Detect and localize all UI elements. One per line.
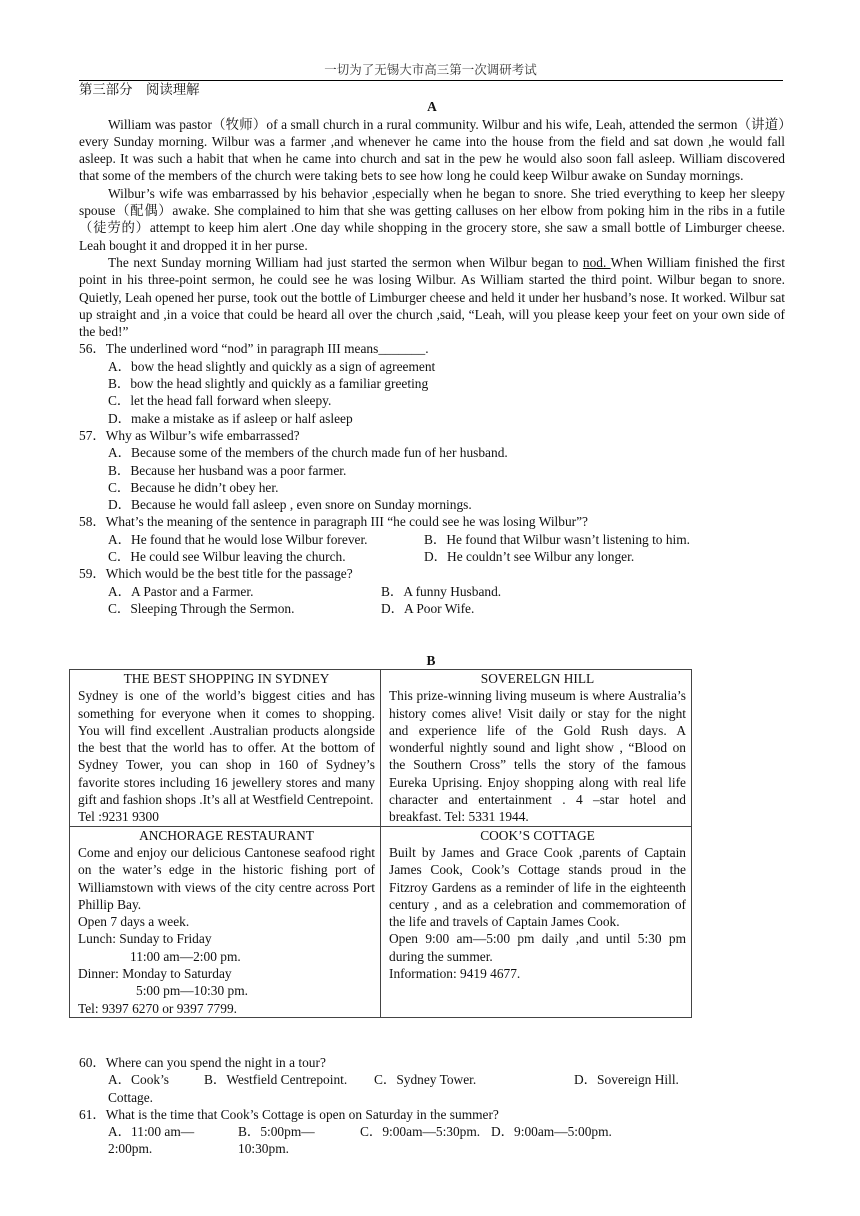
- q59-option-a: A．A Pastor and a Farmer.: [108, 583, 254, 599]
- ads-table: [69, 669, 692, 1018]
- underlined-word-nod: nod.: [582, 254, 611, 270]
- ad-anchorage-restaurant: [70, 826, 381, 1017]
- ad-body: Built by James and Grace Cook ,parents of Captain James Cook, Cook’s Cottage stands proud in the Fitzroy Gardens as a reminder of life in the eighteenth century , and as a celebration and commemoration of the life and travels of Captain James Cook.: [389, 844, 686, 930]
- q56-option-b: B．bow the head slightly and quickly as a familiar greeting: [108, 376, 429, 392]
- q57-option-b: B．Because her husband was a poor farmer.: [108, 462, 347, 478]
- ad-shopping-sydney: [70, 670, 381, 827]
- page-header: 一切为了无锡大市高三第一次调研考试: [324, 63, 537, 77]
- q61-option-a: A．11:00 am—2:00pm.: [108, 1124, 195, 1157]
- q60-option-d: D．Sovereign Hill.: [574, 1072, 679, 1088]
- q61-option-b: B．5:00pm—10:30pm.: [238, 1124, 315, 1157]
- q59-options-row-1: [108, 583, 785, 600]
- part-a: [79, 81, 785, 617]
- para3-text-start: The next Sunday morning William had just started the sermon when Wilbur began to: [108, 254, 583, 270]
- ad-open: Open 7 days a week.: [78, 914, 190, 930]
- question-59: 59．Which would be the best title for the passage?: [79, 566, 353, 582]
- ad-tel: Tel: 9397 6270 or 9397 7799.: [78, 1000, 237, 1016]
- q58-option-a: A．He found that he would lose Wilbur forever.: [108, 531, 368, 547]
- q57-option-c: C．Because he didn’t obey her.: [108, 479, 279, 495]
- passage-a-paragraph-2: Wilbur’s wife was embarrassed by his behavior ,especially when he began to snore. She tried everything to keep her sleepy spouse（配偶）awake. She complained to him that she was getting calluses on her elbow from poking him in the ribs in a futile（徒劳的）attempt to keep him alert .One day while shopping in the grocery store, she saw a small bottle of Limburger cheese. Leah bought it and dropped it in her purse.: [79, 185, 785, 253]
- passage-a-paragraph-1: William was pastor（牧师）of a small church in a rural community. Wilbur and his wife, Leah, attended the sermon（讲道）every Sunday morning. Wilbur was a farmer ,and whenever he came into the house from the field and sat down ,he would fall asleep. It was such a habit that when he came into church and sat in the pew he would also soon fall asleep. William discovered that some of the members of the church were taking bets to see how long he could keep Wilbur awake on Sunday mornings.: [79, 116, 785, 184]
- q57-option-a: A．Because some of the members of the church made fun of her husband.: [108, 445, 508, 461]
- question-61: 61．What is the time that Cook’s Cottage is open on Saturday in the summer?: [79, 1106, 499, 1122]
- q61-option-d: D．9:00am—5:00pm.: [491, 1124, 612, 1140]
- question-60: 60．Where can you spend the night in a tour?: [79, 1055, 326, 1070]
- ad-sovereign-hill: [381, 670, 692, 827]
- section-title: 第三部分 阅读理解: [79, 82, 200, 97]
- part-b-questions: [79, 1054, 785, 1158]
- ad-title: ANCHORAGE RESTAURANT: [139, 827, 314, 843]
- q59-option-b: B．A funny Husband.: [381, 583, 502, 599]
- ad-cooks-cottage: [381, 826, 692, 1017]
- ad-body: This prize-winning living museum is where Australia’s history comes alive! Visit daily or stay for the night and experience life of the Gold Rush days. A wonderful nightly sound and light show , “Blood on the Southern Cross” tells the story of the famous Eureka Uprising. Enjoy shopping along with real life character and entertainment . 4 –star hotel and breakfast. Tel: 5331 1944.: [389, 688, 686, 825]
- ad-dinner-label: Dinner: Monday to Saturday: [78, 966, 232, 982]
- q61-options-row: [108, 1123, 785, 1158]
- ad-title: COOK’S COTTAGE: [480, 827, 595, 843]
- ads-row-2: [70, 826, 692, 1017]
- ad-tel: Tel :9231 9300: [78, 809, 159, 825]
- question-56: 56．The underlined word “nod” in paragraph III means_______.: [79, 341, 429, 357]
- passage-b-label: B: [426, 653, 436, 668]
- question-58: 58．What’s the meaning of the sentence in paragraph III “he could see he was losing Wilbur”?: [79, 514, 588, 530]
- q56-option-c: C．let the head fall forward when sleepy.: [108, 393, 332, 409]
- ad-title: THE BEST SHOPPING IN SYDNEY: [123, 671, 330, 686]
- q60-option-c: C．Sydney Tower.: [374, 1072, 477, 1088]
- ad-open: Open 9:00 am—5:00 pm daily ,and until 5:30 pm during the summer.: [389, 931, 686, 964]
- q56-option-d: D．make a mistake as if asleep or half asleep: [108, 410, 353, 426]
- q59-option-c: C．Sleeping Through the Sermon.: [108, 600, 295, 616]
- q59-option-d: D．A Poor Wife.: [381, 600, 475, 616]
- ad-info: Information: 9419 4677.: [389, 966, 521, 982]
- passage-a-paragraph-3: [79, 254, 785, 340]
- q58-options-row-2: [108, 548, 785, 565]
- q60-option-b: B．Westfield Centrepoint.: [204, 1072, 348, 1088]
- ad-body: Come and enjoy our delicious Cantonese seafood right on the water’s edge in the historic fishing port of Williamstown with views of the city centre across Port Phillip Bay.: [78, 844, 375, 912]
- ad-body: Sydney is one of the world’s biggest cities and has something for everyone when it comes to shopping. You will find excellent .Australian products alongside the best that the world has to offer. At the bottom of Sydney Tower, you can shop in 160 of Sydney’s favorite stores including 16 jewellery stores and many gift and fashion shops .It’s all at Westfield Centrepoint.: [78, 688, 375, 808]
- q58-option-c: C．He could see Wilbur leaving the church.: [108, 549, 346, 565]
- q60-option-a: A．Cook’s Cottage.: [108, 1072, 170, 1105]
- para3-text-end: When William finished the first point in his three-point sermon, he could see he was losing Wilbur. As William started the third point. Wilbur began to snore. Quietly, Leah opened her purse, took out the bottle of Limburger cheese and held it under her husband’s nose. It worked. Wilbur sat up straight and ,in a voice that could be heard all over the church ,said, “Leah, will you please keep your feet on your own side of the bed!”: [79, 254, 785, 340]
- q58-options-row-1: [108, 531, 785, 548]
- q59-options-row-2: [108, 600, 785, 617]
- question-57: 57．Why as Wilbur’s wife embarrassed?: [79, 427, 300, 443]
- passage-a-label: A: [427, 99, 437, 115]
- q61-option-c: C．9:00am—5:30pm.: [360, 1124, 481, 1140]
- q58-option-b: B．He found that Wilbur wasn’t listening to him.: [424, 531, 691, 547]
- q60-options-row: [108, 1071, 785, 1106]
- q58-option-d: D．He couldn’t see Wilbur any longer.: [424, 549, 635, 565]
- ad-lunch-label: Lunch: Sunday to Friday: [78, 931, 212, 947]
- ads-row-1: [70, 670, 692, 827]
- ad-dinner-time: 5:00 pm—10:30 pm.: [136, 983, 248, 999]
- q57-option-d: D．Because he would fall asleep , even snore on Sunday mornings.: [108, 497, 472, 513]
- q56-option-a: A．bow the head slightly and quickly as a sign of agreement: [108, 358, 436, 374]
- ad-lunch-time: 11:00 am—2:00 pm.: [130, 948, 241, 964]
- ad-title: SOVERELGN HILL: [480, 671, 595, 686]
